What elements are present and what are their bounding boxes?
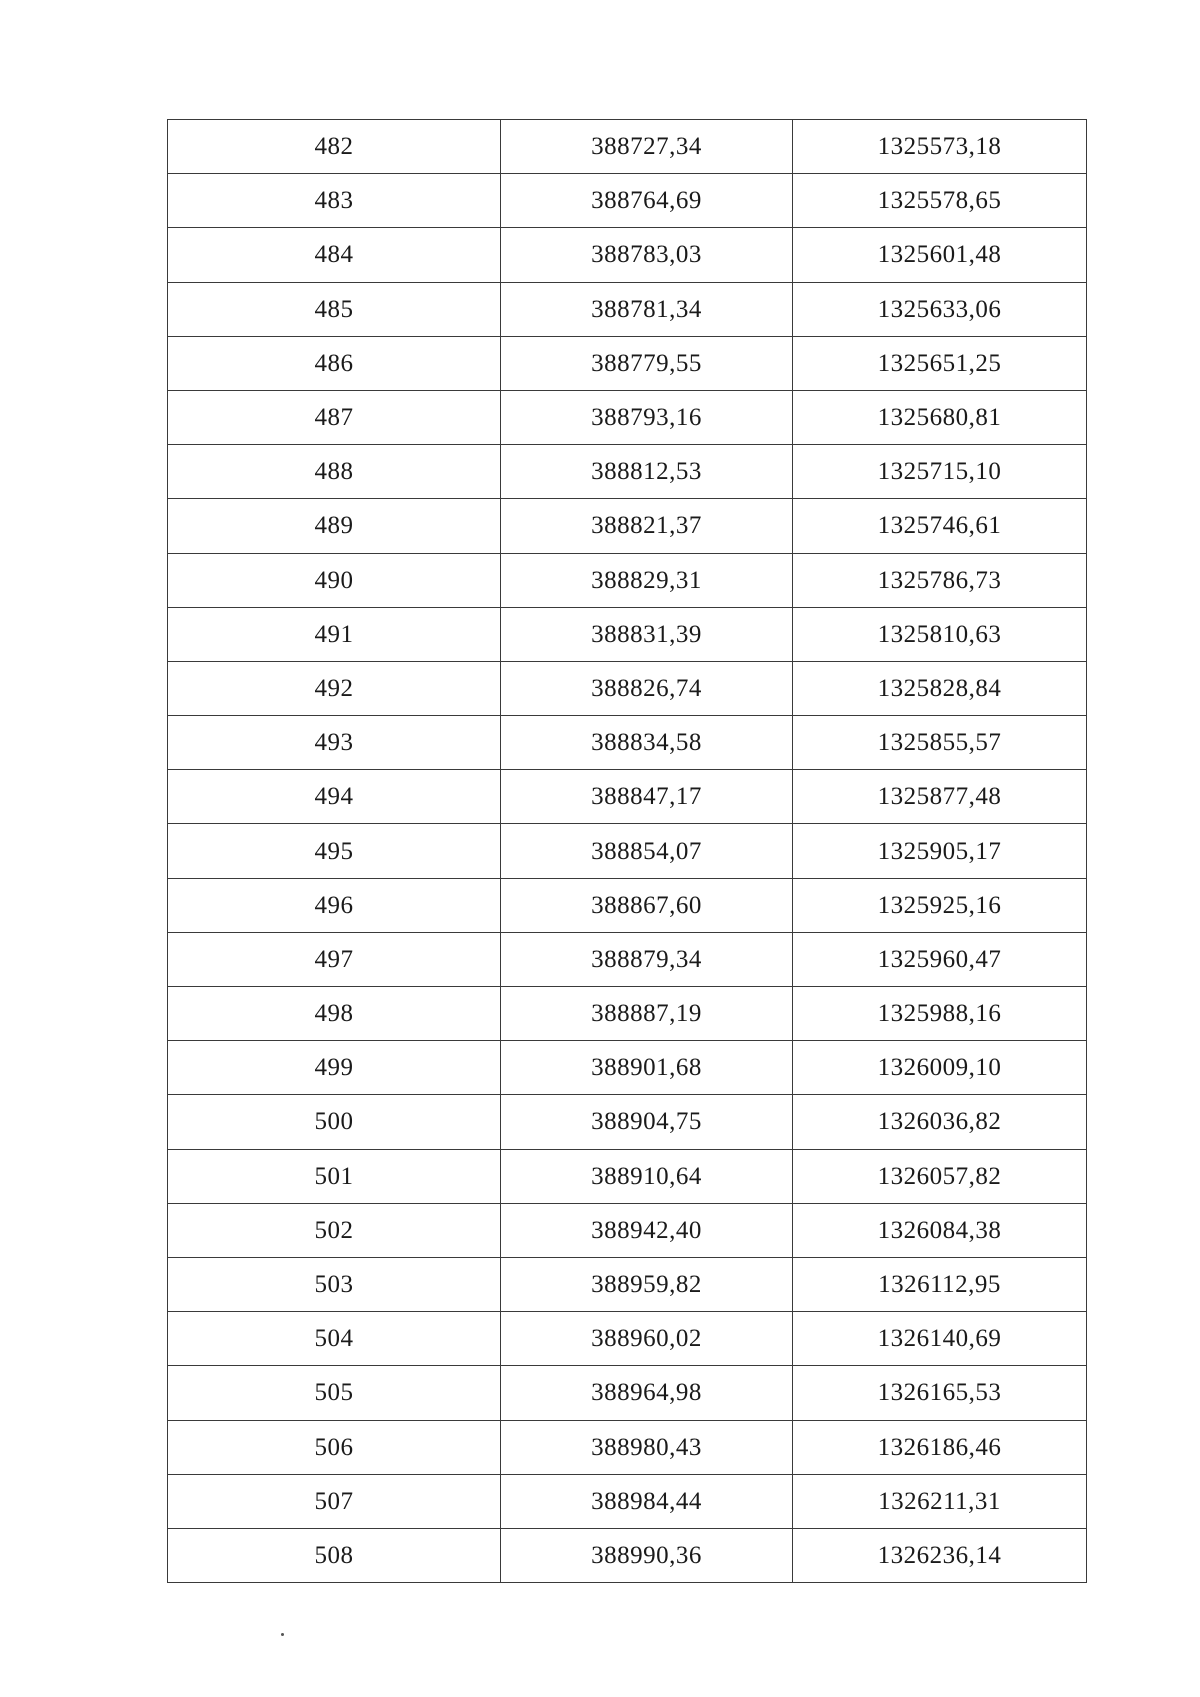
point-number-cell: 491	[168, 607, 501, 661]
y-coordinate-cell: 1325601,48	[793, 228, 1087, 282]
x-coordinate-cell: 388829,31	[501, 553, 793, 607]
point-number-cell: 497	[168, 932, 501, 986]
y-coordinate-cell: 1325810,63	[793, 607, 1087, 661]
point-number-cell: 492	[168, 661, 501, 715]
point-number-cell: 487	[168, 390, 501, 444]
y-coordinate-cell: 1326084,38	[793, 1203, 1087, 1257]
point-number-cell: 504	[168, 1312, 501, 1366]
table-row	[168, 390, 1087, 444]
point-number-cell: 495	[168, 824, 501, 878]
point-number-cell: 501	[168, 1149, 501, 1203]
point-number-cell: 489	[168, 499, 501, 553]
table-row	[168, 770, 1087, 824]
y-coordinate-cell: 1325960,47	[793, 932, 1087, 986]
table-row	[168, 1366, 1087, 1420]
x-coordinate-cell: 388879,34	[501, 932, 793, 986]
x-coordinate-cell: 388793,16	[501, 390, 793, 444]
point-number-cell: 498	[168, 987, 501, 1041]
y-coordinate-cell: 1326057,82	[793, 1149, 1087, 1203]
table-row	[168, 1474, 1087, 1528]
point-number-cell: 493	[168, 716, 501, 770]
x-coordinate-cell: 388831,39	[501, 607, 793, 661]
table-row	[168, 282, 1087, 336]
y-coordinate-cell: 1325925,16	[793, 878, 1087, 932]
y-coordinate-cell: 1326236,14	[793, 1528, 1087, 1582]
point-number-cell: 490	[168, 553, 501, 607]
x-coordinate-cell: 388821,37	[501, 499, 793, 553]
table-row	[168, 1528, 1087, 1582]
point-number-cell: 494	[168, 770, 501, 824]
point-number-cell: 485	[168, 282, 501, 336]
x-coordinate-cell: 388847,17	[501, 770, 793, 824]
stray-mark	[281, 1633, 284, 1636]
table-row	[168, 445, 1087, 499]
table-row	[168, 1257, 1087, 1311]
x-coordinate-cell: 388980,43	[501, 1420, 793, 1474]
x-coordinate-cell: 388812,53	[501, 445, 793, 499]
table-row	[168, 716, 1087, 770]
x-coordinate-cell: 388764,69	[501, 174, 793, 228]
x-coordinate-cell: 388887,19	[501, 987, 793, 1041]
point-number-cell: 496	[168, 878, 501, 932]
y-coordinate-cell: 1326211,31	[793, 1474, 1087, 1528]
y-coordinate-cell: 1325905,17	[793, 824, 1087, 878]
x-coordinate-cell: 388834,58	[501, 716, 793, 770]
y-coordinate-cell: 1326009,10	[793, 1041, 1087, 1095]
y-coordinate-cell: 1326165,53	[793, 1366, 1087, 1420]
point-number-cell: 507	[168, 1474, 501, 1528]
point-number-cell: 502	[168, 1203, 501, 1257]
x-coordinate-cell: 388942,40	[501, 1203, 793, 1257]
x-coordinate-cell: 388854,07	[501, 824, 793, 878]
y-coordinate-cell: 1326112,95	[793, 1257, 1087, 1311]
table-row	[168, 174, 1087, 228]
x-coordinate-cell: 388867,60	[501, 878, 793, 932]
table-row	[168, 1312, 1087, 1366]
x-coordinate-cell: 388904,75	[501, 1095, 793, 1149]
point-number-cell: 484	[168, 228, 501, 282]
x-coordinate-cell: 388727,34	[501, 120, 793, 174]
x-coordinate-cell: 388783,03	[501, 228, 793, 282]
table-row	[168, 607, 1087, 661]
table-row	[168, 553, 1087, 607]
point-number-cell: 506	[168, 1420, 501, 1474]
x-coordinate-cell: 388901,68	[501, 1041, 793, 1095]
x-coordinate-cell: 388964,98	[501, 1366, 793, 1420]
table-row	[168, 120, 1087, 174]
table-row	[168, 987, 1087, 1041]
table-row	[168, 1149, 1087, 1203]
table-row	[168, 878, 1087, 932]
x-coordinate-cell: 388984,44	[501, 1474, 793, 1528]
x-coordinate-cell: 388779,55	[501, 336, 793, 390]
coordinates-table	[167, 119, 1087, 1583]
y-coordinate-cell: 1325988,16	[793, 987, 1087, 1041]
table-row	[168, 499, 1087, 553]
y-coordinate-cell: 1325855,57	[793, 716, 1087, 770]
table-row	[168, 1095, 1087, 1149]
coordinates-table-body	[168, 120, 1087, 1583]
y-coordinate-cell: 1325573,18	[793, 120, 1087, 174]
x-coordinate-cell: 388781,34	[501, 282, 793, 336]
point-number-cell: 499	[168, 1041, 501, 1095]
point-number-cell: 486	[168, 336, 501, 390]
table-row	[168, 824, 1087, 878]
x-coordinate-cell: 388826,74	[501, 661, 793, 715]
x-coordinate-cell: 388910,64	[501, 1149, 793, 1203]
y-coordinate-cell: 1325828,84	[793, 661, 1087, 715]
table-row	[168, 1041, 1087, 1095]
y-coordinate-cell: 1326036,82	[793, 1095, 1087, 1149]
point-number-cell: 508	[168, 1528, 501, 1582]
y-coordinate-cell: 1326140,69	[793, 1312, 1087, 1366]
point-number-cell: 505	[168, 1366, 501, 1420]
y-coordinate-cell: 1326186,46	[793, 1420, 1087, 1474]
point-number-cell: 483	[168, 174, 501, 228]
table-row	[168, 1420, 1087, 1474]
y-coordinate-cell: 1325578,65	[793, 174, 1087, 228]
table-row	[168, 228, 1087, 282]
point-number-cell: 482	[168, 120, 501, 174]
y-coordinate-cell: 1325746,61	[793, 499, 1087, 553]
y-coordinate-cell: 1325715,10	[793, 445, 1087, 499]
x-coordinate-cell: 388960,02	[501, 1312, 793, 1366]
table-row	[168, 661, 1087, 715]
y-coordinate-cell: 1325633,06	[793, 282, 1087, 336]
x-coordinate-cell: 388990,36	[501, 1528, 793, 1582]
table-row	[168, 336, 1087, 390]
x-coordinate-cell: 388959,82	[501, 1257, 793, 1311]
point-number-cell: 488	[168, 445, 501, 499]
table-row	[168, 1203, 1087, 1257]
table-row	[168, 932, 1087, 986]
y-coordinate-cell: 1325680,81	[793, 390, 1087, 444]
y-coordinate-cell: 1325651,25	[793, 336, 1087, 390]
point-number-cell: 503	[168, 1257, 501, 1311]
y-coordinate-cell: 1325786,73	[793, 553, 1087, 607]
point-number-cell: 500	[168, 1095, 501, 1149]
y-coordinate-cell: 1325877,48	[793, 770, 1087, 824]
